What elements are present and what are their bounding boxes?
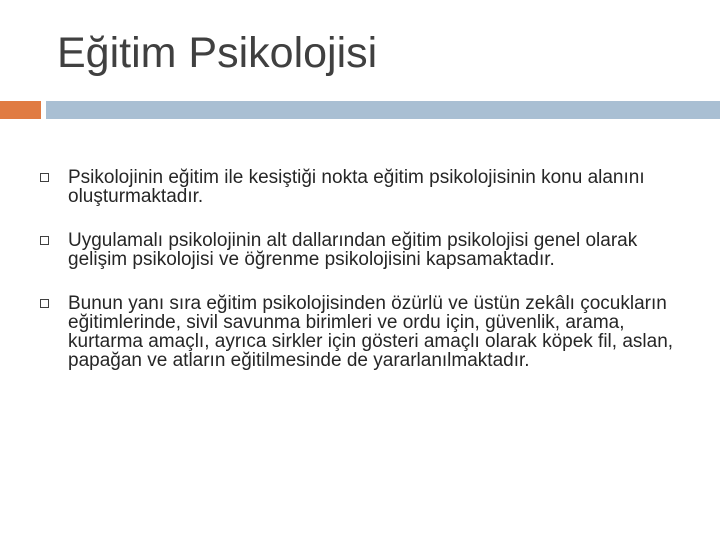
title-divider-bar	[46, 101, 720, 119]
bullet-item	[40, 168, 690, 206]
hollow-square-bullet-icon	[40, 236, 49, 245]
bullet-item	[40, 231, 690, 269]
bullet-list	[40, 168, 690, 370]
hollow-square-bullet-icon	[40, 173, 49, 182]
bullet-item	[40, 294, 690, 370]
slide-title: Eğitim Psikolojisi	[57, 29, 378, 77]
title-divider-accent	[0, 101, 41, 119]
bullet-text: Psikolojinin eğitim ile kesiştiği nokta eğitim psikolojisinin konu alanını oluşturmaktadır.	[68, 167, 645, 207]
hollow-square-bullet-icon	[40, 299, 49, 308]
bullet-text: Bunun yanı sıra eğitim psikolojisinden özürlü ve üstün zekâlı çocukların eğitimlerinde, sivil savunma birimleri ve ordu için, güvenlik, arama, kurtarma amaçlı, ayrıca sirkler için gösteri amaçlı olarak köpek fil, aslan, papağan ve atların eğitilmesinde de yararlanılmaktadır.	[68, 293, 674, 371]
bullet-text: Uygulamalı psikolojinin alt dallarından eğitim psikolojisi genel olarak gelişim psikolojisi ve öğrenme psikolojisini kapsamaktadır.	[68, 230, 638, 270]
